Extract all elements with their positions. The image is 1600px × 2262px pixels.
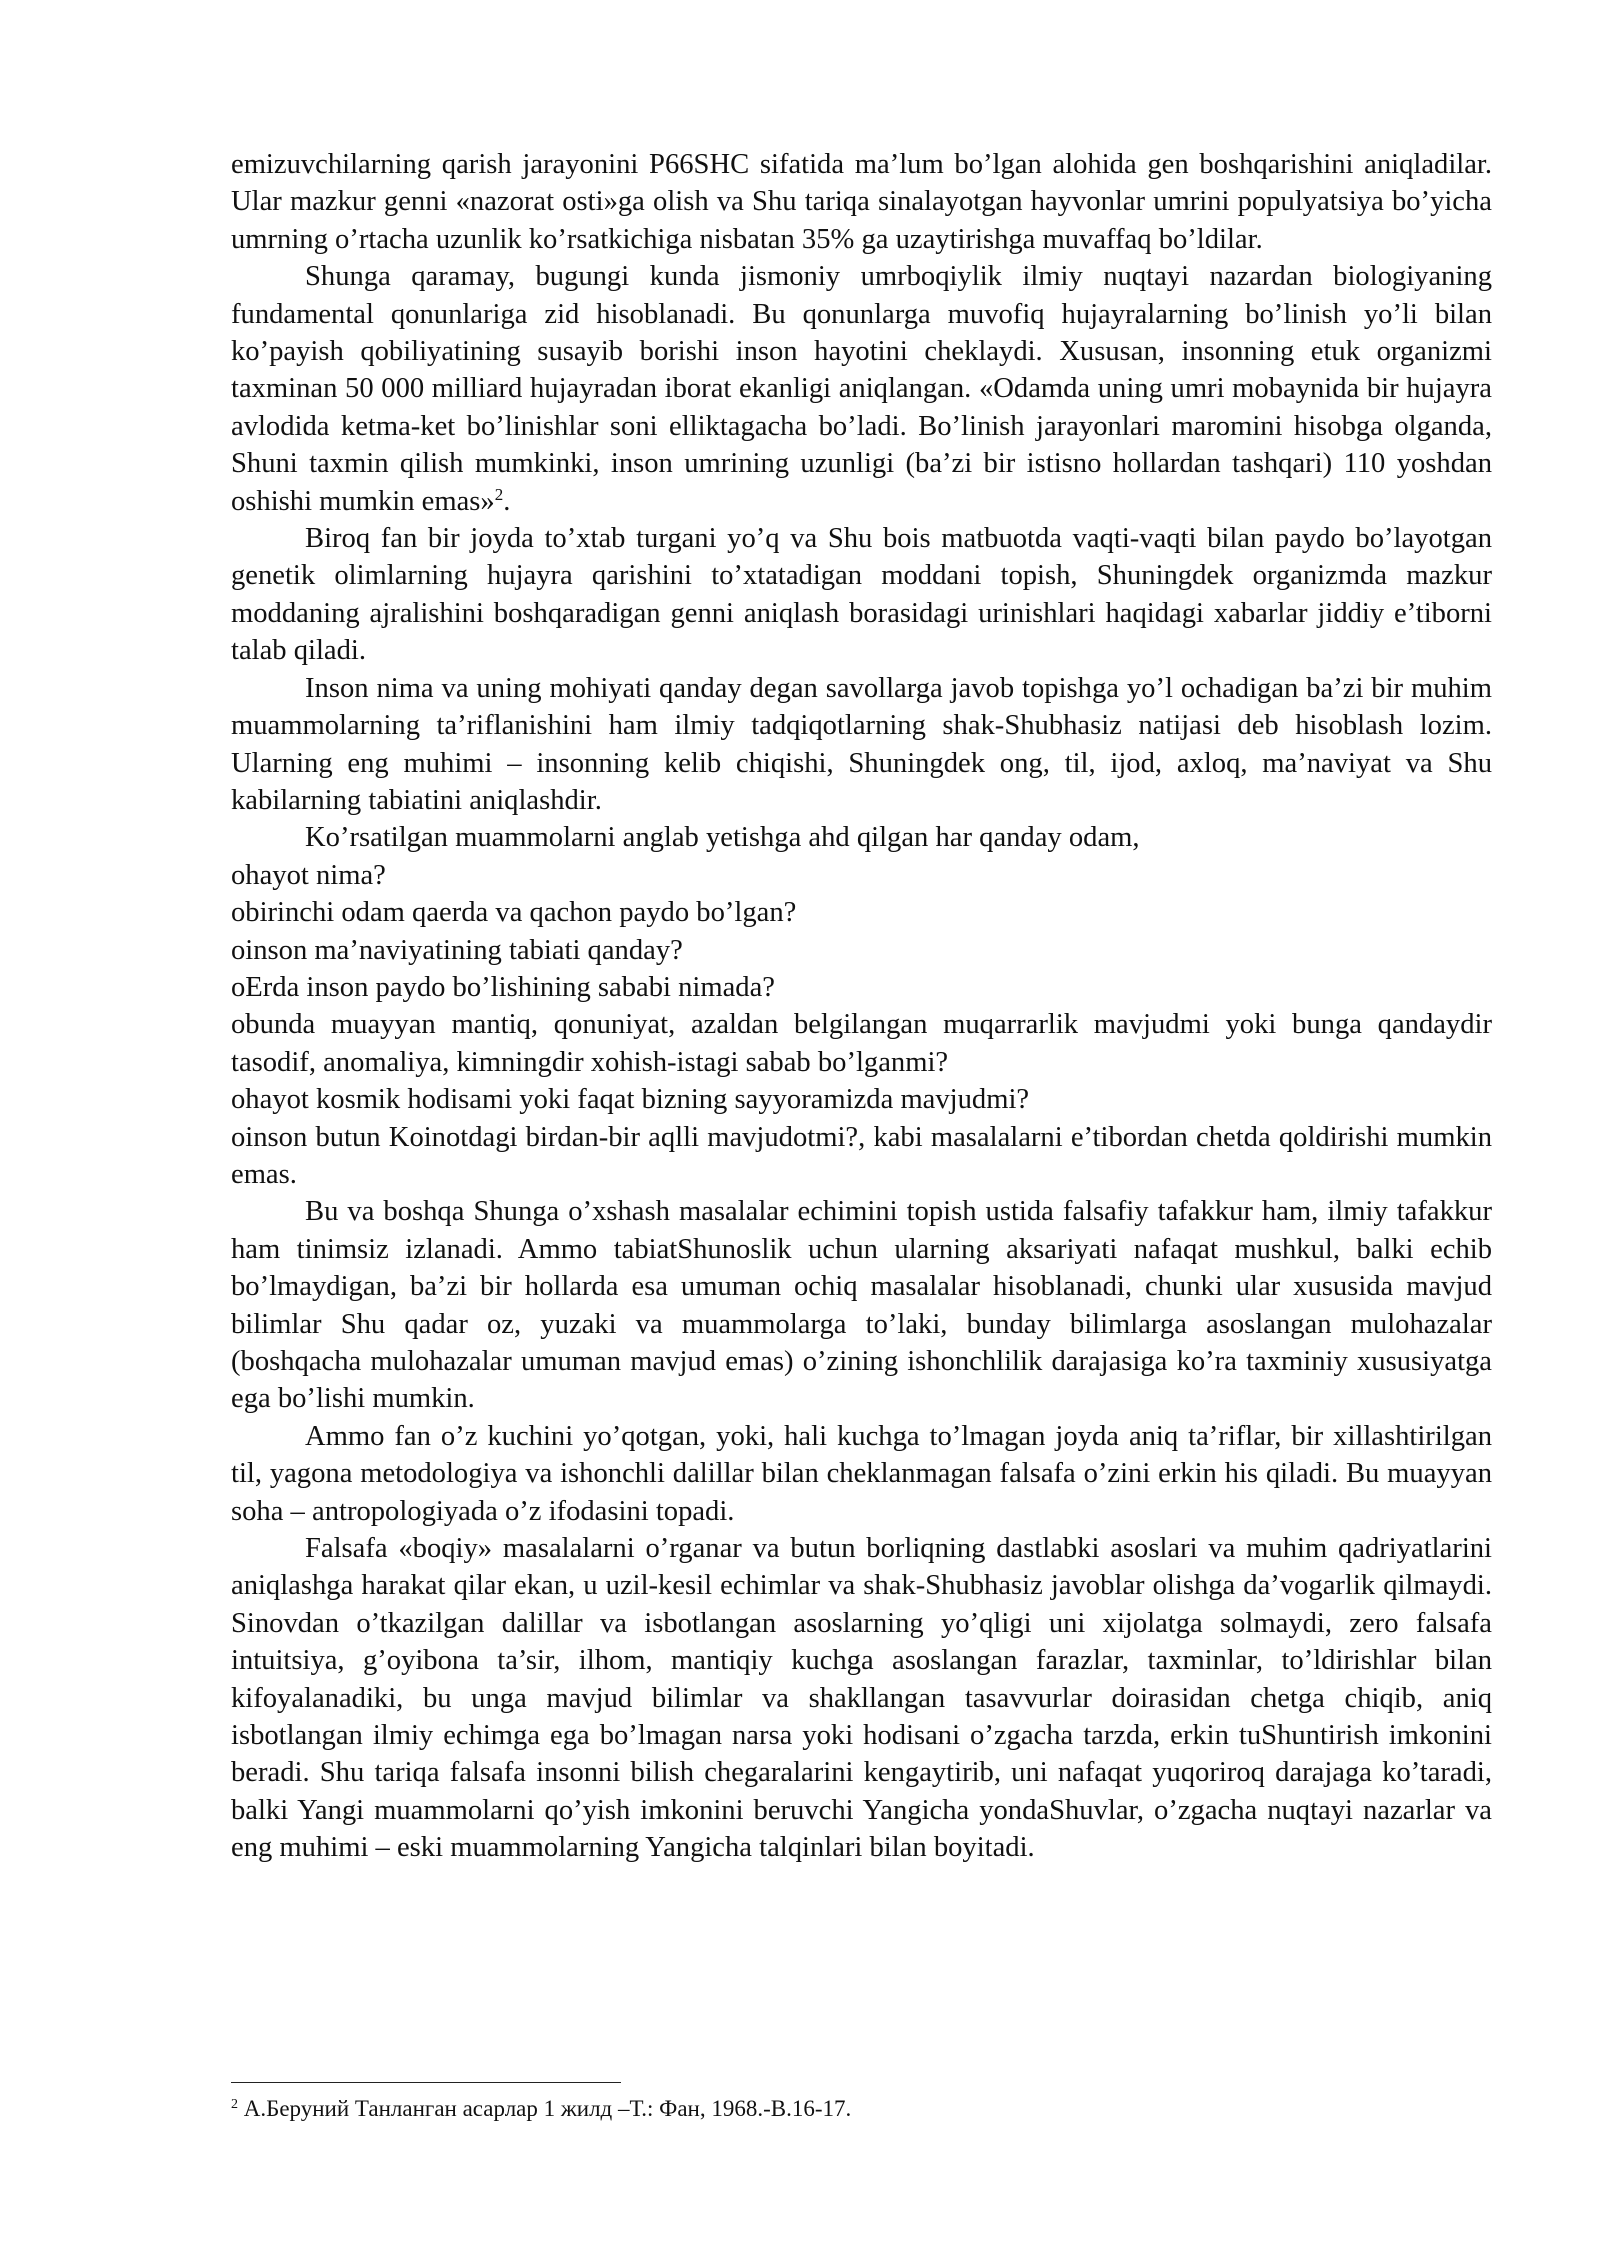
paragraph: emizuvchilarning qarish jarayonini P66SHC sifatida ma’lum bo’lgan alohida gen boshqarishini aniqladilar. Ular mazkur genni «nazorat osti»ga olish va Shu tariqa sinalayotgan hayvonlar umrini populyatsiya bo’yicha umrning o’rtacha uzunlik ko’rsatkichiga nisbatan 35% ga uzaytirishga muvaffaq bo’ldilar. <box>231 149 1492 255</box>
paragraph: Falsafa «boqiy» masalalarni o’rganar va butun borliqning dastlabki asoslari va muhim qadriyatlarini aniqlashga harakat qilar ekan, u uzil-kesil echimlar va shak-Shubhasiz javoblar olishga da’vogarlik qilmaydi. Sinovdan o’tkazilgan dalillar va isbotlangan asoslarning yo’qligi uni xijolatga solmaydi, zero falsafa intuitsiya, g’oyibona ta’sir, ilhom, mantiqiy kuchga asoslangan farazlar, taxminlar, to’ldirishlar bilan kifoyalanadiki, bu unga mavjud bilimlar va shakllangan tasavvurlar doirasidan chetga chiqib, aniq isbotlangan ilmiy echimga ega bo’lmagan narsa yoki hodisani o’zgacha tarzda, erkin tuShuntirish imkonini beradi. Shu tariqa falsafa insonni bilish chegaralarini kengaytirib, uni nafaqat yuqoriroq darajaga ko’taradi, balki Yangi muammolarni qo’yish imkonini beruvchi Yangicha yondaShuvlar, o’zgacha nuqtayi nazarlar va eng muhimi – eski muammolarning Yangicha talqinlari bilan boyitadi. <box>231 1533 1492 1864</box>
footnote-marker: 2 <box>231 2097 238 2112</box>
paragraph: Bu va boshqa Shunga o’xshash masalalar echimini topish ustida falsafiy tafakkur ham, ilmiy tafakkur ham tinimsiz izlanadi. Ammo tabiatShunoslik uchun ularning aksariyati nafaqat mushkul, balki echib bo’lmaydigan, ba’zi bir hollarda esa umuman ochiq masalalar hisoblanadi, chunki ular xususida mavjud bilimlar Shu qadar oz, yuzaki va muammolarga to’laki, bunday bilimlarga asoslangan mulohazalar (boshqacha mulohazalar umuman mavjud emas) o’zining ishonchlilik darajasiga ko’ra taxminiy xususiyatga ega bo’lishi mumkin. <box>231 1196 1492 1415</box>
bullet-marker: o <box>231 971 246 1003</box>
bullet-marker: o <box>231 1121 246 1153</box>
list-item-text: hayot kosmik hodisami yoki faqat bizning sayyoramizda mavjudmi? <box>245 1084 1030 1116</box>
list-item-text: hayot nima? <box>245 859 386 891</box>
list-item-text: Erda inson paydo bo’lishining sababi nimada? <box>245 971 775 1003</box>
paragraph-end-period: . <box>503 485 511 517</box>
list-item <box>231 1119 1492 1194</box>
list-item <box>231 1081 1492 1118</box>
list-item <box>231 932 1492 969</box>
paragraph <box>231 258 1492 520</box>
bullet-marker: o <box>231 859 246 891</box>
paragraph: Inson nima va uning mohiyati qanday degan savollarga javob topishga yo’l ochadigan ba’zi bir muhim muammolarning ta’riflanishini ham ilmiy tadqiqotlarning shak-Shubhasiz natijasi deb hisoblash lozim. Ularning eng muhimi – insonning kelib chiqishi, Shuningdek ong, til, ijod, axloq, ma’naviyat va Shu kabilarning tabiatini aniqlashdir. <box>231 672 1492 816</box>
footnote-separator <box>231 2082 621 2083</box>
body-text <box>231 146 1492 1867</box>
bullet-marker: o <box>231 934 246 966</box>
paragraph: Ko’rsatilgan muammolarni anglab yetishga ahd qilgan har qanday odam, <box>305 822 1140 854</box>
bullet-marker: o <box>231 1084 246 1116</box>
list-item-text: birinchi odam qaerda va qachon paydo bo’lgan? <box>245 897 797 929</box>
paragraph: Biroq fan bir joyda to’xtab turgani yo’q va Shu bois matbuotda vaqti-vaqti bilan paydo bo’layotgan genetik olimlarning hujayra qarishini to’xtatadigan moddani topish, Shuningdek organizmda mazkur moddaning ajralishini boshqaradigan genni aniqlash borasidagi urinishlari haqidagi xabarlar jiddiy e’tiborni talab qiladi. <box>231 523 1492 667</box>
list-item-text: inson ma’naviyatining tabiati qanday? <box>245 934 683 966</box>
list-item <box>231 969 1492 1006</box>
footnote-text: А.Беруний Танланган асарлар 1 жилд –Т.: Фан, 1968.-В.16-17. <box>238 2096 852 2121</box>
list-item-text: bunda muayyan mantiq, qonuniyat, azaldan belgilangan muqarrarlik mavjudmi yoki bunga qandaydir tasodif, anomaliya, kimningdir xohish-istagi sabab bo’lganmi? <box>231 1009 1492 1078</box>
paragraph-text: Shunga qaramay, bugungi kunda jismoniy umrboqiylik ilmiy nuqtayi nazardan biologiyaning fundamental qonunlariga zid hisoblanadi. Bu qonunlarga muvofiq hujayralarning bo’linish yo’li bilan ko’payish qobiliyatining susayib borishi inson hayotini cheklaydi. Xususan, insonning etuk organizmi taxminan 50 000 milliard hujayradan iborat ekanligi aniqlangan. «Odamda uning umri mobaynida bir hujayra avlodida ketma-ket bo’linishlar soni elliktagacha bo’ladi. Bo’linish jarayonlari maromini hisobga olganda, Shuni taxmin qilish mumkinki, inson umrining uzunligi (ba’zi bir istisno hollardan tashqari) 110 yoshdan oshishi mumkin emas» <box>231 261 1492 517</box>
list-item-text: inson butun Koinotdagi birdan-bir aqlli mavjudotmi?, kabi masalalarni e’tibordan chetda qoldirishi mumkin emas. <box>231 1121 1492 1190</box>
footnote <box>231 2094 1492 2124</box>
bullet-marker: o <box>231 897 246 929</box>
list-item <box>231 1006 1492 1081</box>
bullet-marker: o <box>231 1009 246 1041</box>
list-item <box>231 894 1492 931</box>
footnote-reference[interactable]: 2 <box>494 484 504 504</box>
paragraph: Ammo fan o’z kuchini yo’qotgan, yoki, hali kuchga to’lmagan joyda aniq ta’riflar, bir xillashtirilgan til, yagona metodologiya va ishonchli dalillar bilan cheklanmagan falsafa o’zini erkin his qiladi. Bu muayyan soha – antropologiyada o’z ifodasini topadi. <box>231 1420 1492 1527</box>
list-item <box>231 857 1492 894</box>
